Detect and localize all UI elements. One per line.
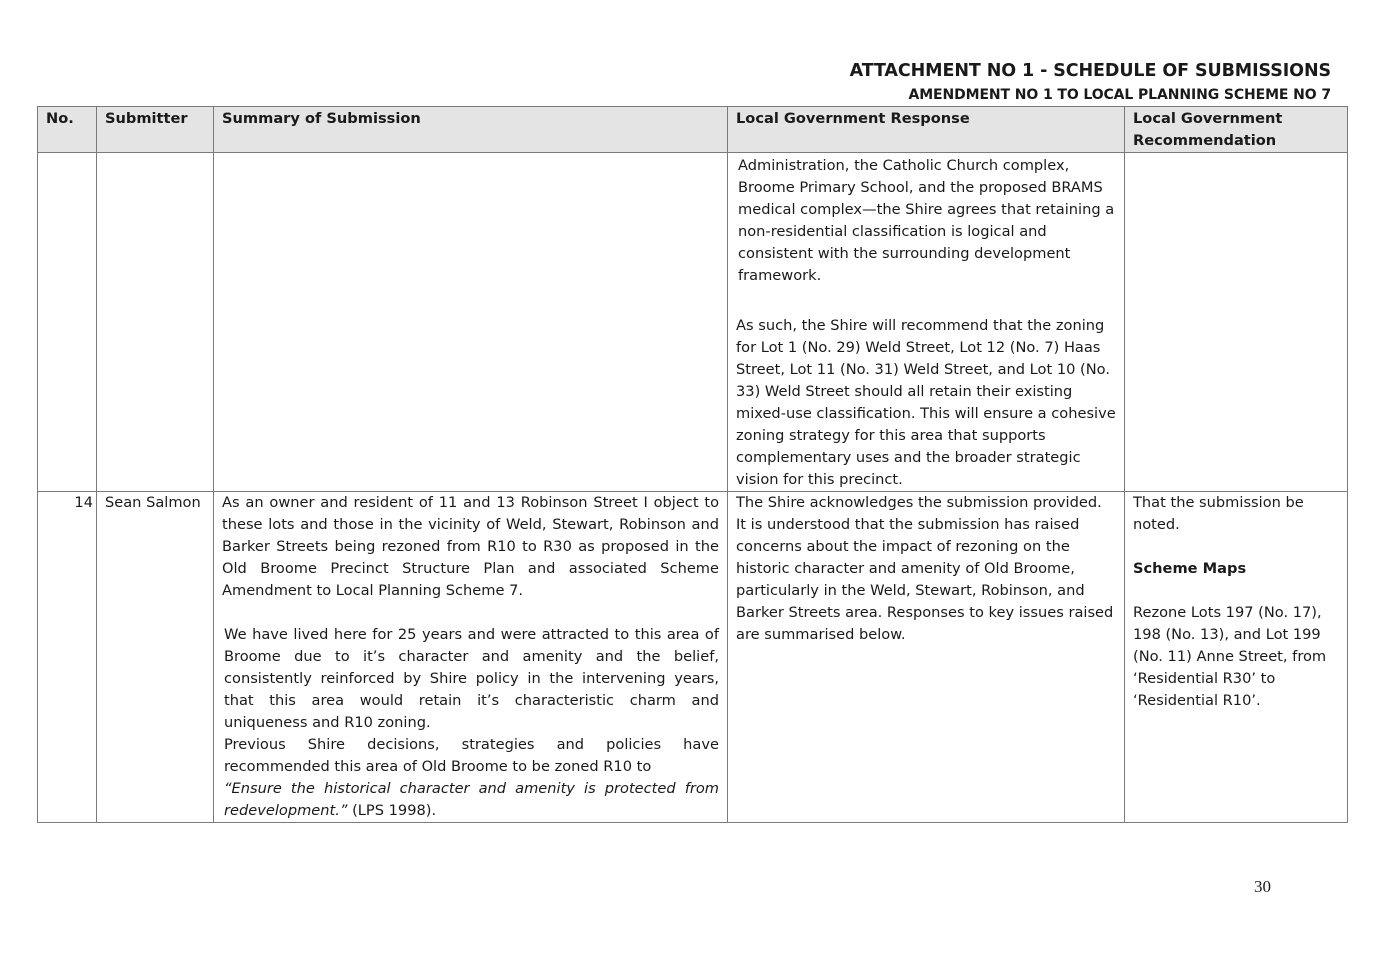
summary-citation: (LPS 1998). — [347, 802, 437, 819]
col-header-no: No. — [38, 107, 97, 153]
document-subtitle: AMENDMENT NO 1 TO LOCAL PLANNING SCHEME NO 7 — [908, 87, 1331, 103]
table-row — [38, 492, 1348, 823]
shire-recommendation — [1125, 492, 1348, 823]
col-header-submitter: Submitter — [97, 107, 214, 153]
shire-response: The Shire acknowledges the submission provided. It is understood that the submission has raised concerns about the impact of rezoning on the historic character and amenity of Old Broome, particularly in the Weld, Stewart, Robinson, and Barker Streets area. Responses to key issues raised are summarised below. — [728, 492, 1125, 823]
page-number: 30 — [1254, 877, 1271, 896]
recommendation-text: That the submission be noted. — [1133, 494, 1304, 533]
summary-paragraph: As an owner and resident of 11 and 13 Robinson Street I object to these lots and those in the vicinity of Weld, Stewart, Robinson and Barker Streets being rezoned from R10 to R30 as proposed in the Old Broome Precinct Structure Plan and associated Scheme Amendment to Local Planning Scheme 7. — [222, 494, 719, 599]
recommendation-heading: Scheme Maps — [1133, 560, 1247, 577]
cell-recommendation-empty — [1125, 153, 1348, 492]
response-paragraph: As such, the Shire will recommend that the zoning for Lot 1 (No. 29) Weld Street, Lot 12 (No. 7) Haas Street, Lot 11 (No. 31) Weld Street, and Lot 10 (No. 33) Weld Street should all retain their existing mixed-use classification. This will ensure a cohesive zoning strategy for this area that supports complementary uses and the broader strategic vision for this precinct. — [736, 317, 1116, 488]
summary-quote: “Ensure the historical character and amenity is protected from redevelopment.” — [224, 780, 719, 819]
cell-submitter-empty — [97, 153, 214, 492]
submissions-table — [37, 106, 1348, 823]
cell-summary-empty — [214, 153, 728, 492]
submitter-name: Sean Salmon — [97, 492, 214, 823]
cell-no-empty — [38, 153, 97, 492]
submission-number: 14 — [38, 492, 97, 823]
col-header-response: Local Government Response — [728, 107, 1125, 153]
col-header-recommendation: Local Government Recommendation — [1125, 107, 1348, 153]
col-header-summary: Summary of Submission — [214, 107, 728, 153]
table-row-continuation — [38, 153, 1348, 492]
recommendation-text: Rezone Lots 197 (No. 17), 198 (No. 13), and Lot 199 (No. 11) Anne Street, from ‘Residential R30’ to ‘Residential R10’. — [1133, 604, 1327, 709]
submission-summary — [214, 492, 728, 823]
table-header-row — [38, 107, 1348, 153]
response-paragraph: Administration, the Catholic Church complex, Broome Primary School, and the proposed BRAMS medical complex—the Shire agrees that retaining a non-residential classification is logical and consistent with the surrounding development framework. — [738, 157, 1115, 284]
summary-paragraph: Previous Shire decisions, strategies and policies have recommended this area of Old Broome to be zoned R10 to — [224, 736, 719, 775]
summary-paragraph: We have lived here for 25 years and were attracted to this area of Broome due to it’s character and amenity and the belief, consistently reinforced by Shire policy in the intervening years, that this area would retain it’s characteristic charm and uniqueness and R10 zoning. — [224, 626, 719, 731]
cell-response-continued — [728, 153, 1125, 492]
document-title: ATTACHMENT NO 1 - SCHEDULE OF SUBMISSIONS — [849, 61, 1331, 81]
